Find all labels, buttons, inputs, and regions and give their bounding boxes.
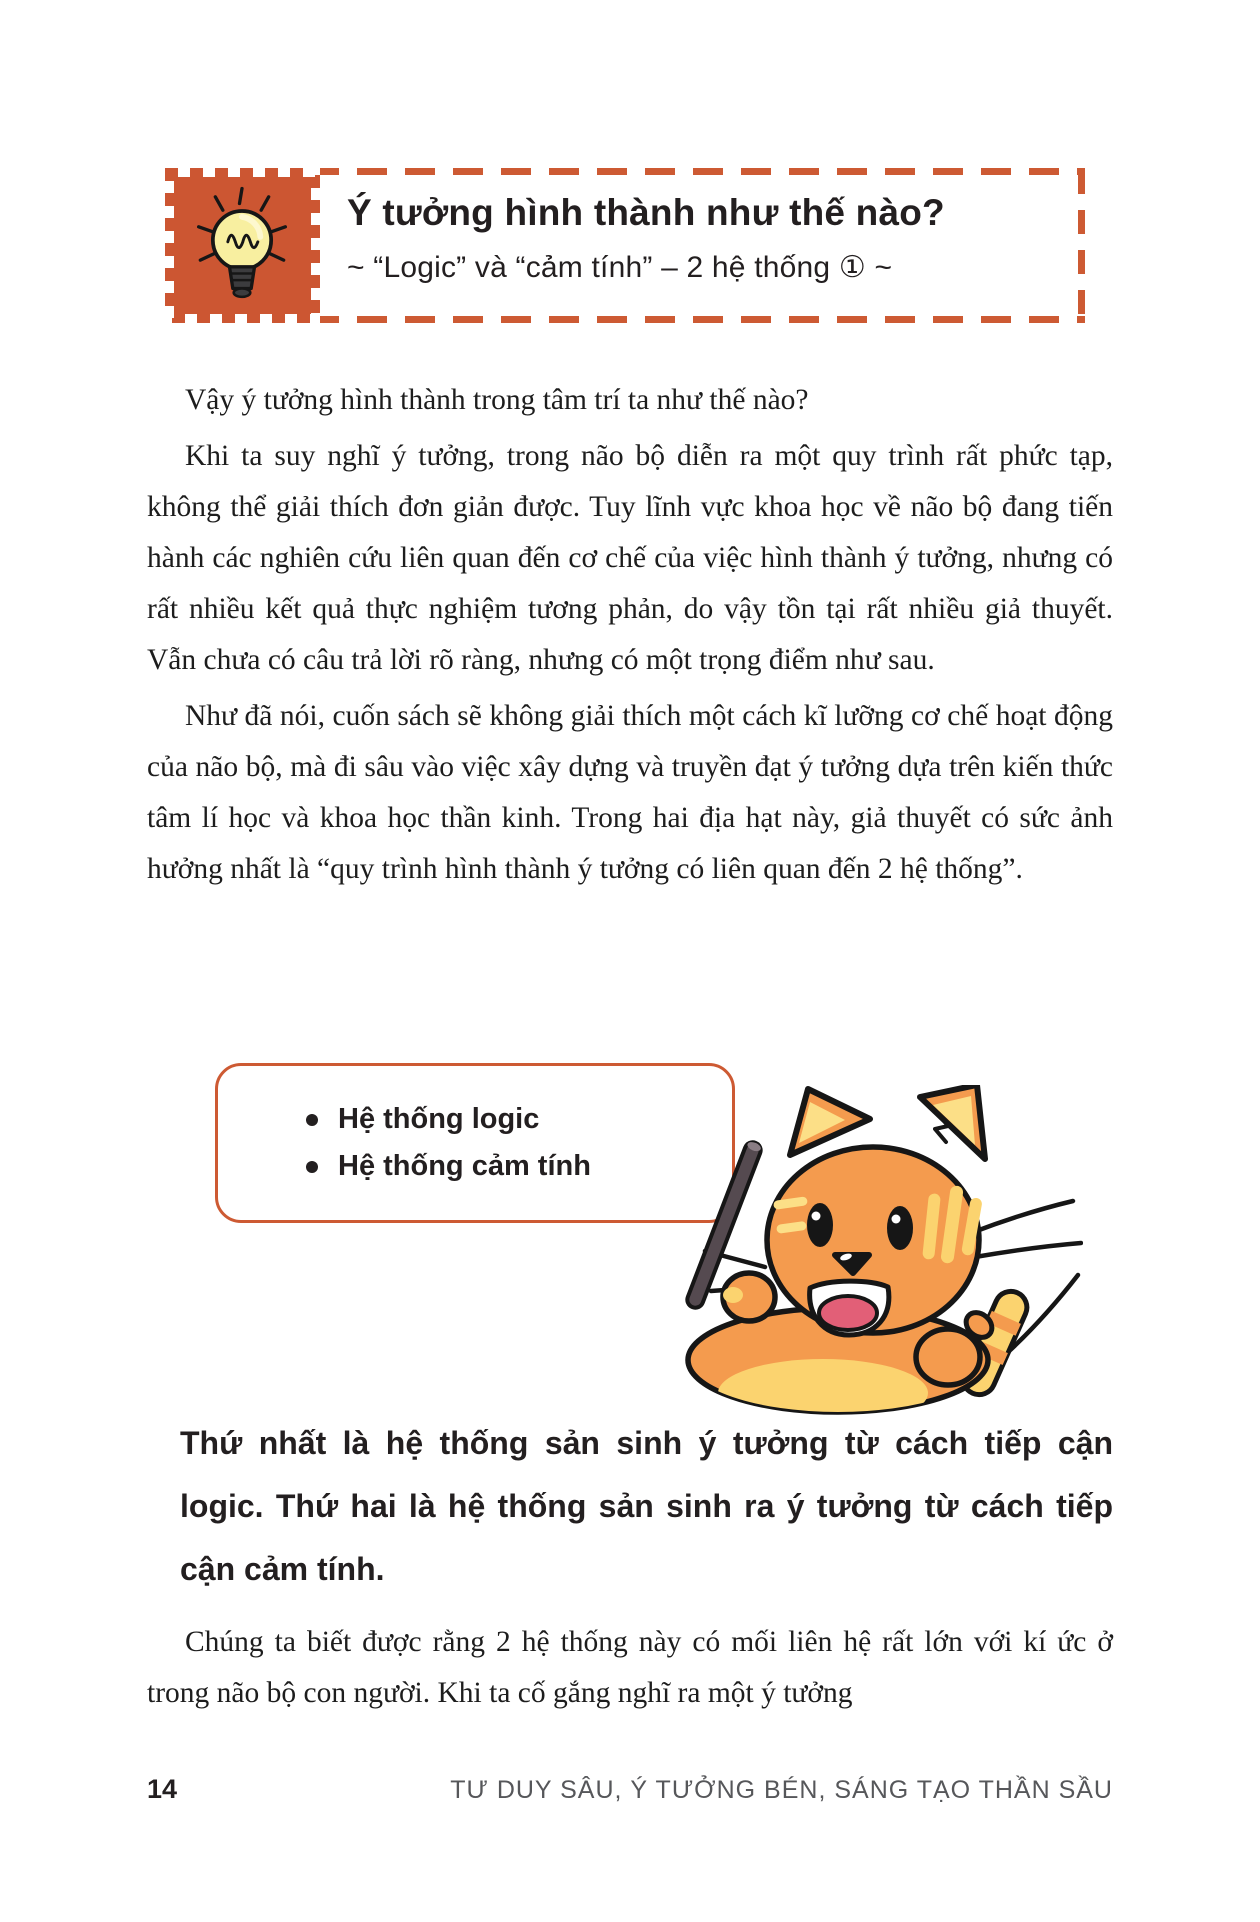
cat-illustration: [583, 1085, 1083, 1415]
stamp-badge: [165, 168, 320, 323]
header-dashed-border-right: [1078, 170, 1085, 321]
page-number: 14: [147, 1774, 178, 1804]
callout-item-label: Hệ thống logic: [338, 1103, 540, 1135]
chapter-title: Ý tưởng hình thành như thế nào?: [347, 192, 945, 233]
bullet-dot: [306, 1114, 318, 1126]
lightbulb-icon: [192, 182, 292, 310]
body-text: [147, 375, 1113, 900]
paragraph: Khi ta suy nghĩ ý tưởng, trong não bộ diễn ra một quy trình rất phức tạp, không thể giải thích đơn giản được. Tuy lĩnh vực khoa học về não bộ đang tiến hành các nghiên cứu liên quan đến cơ chế của việc hình thành ý tưởng, nhưng có rất nhiều kết quả thực nghiệm tương phản, do vậy tồn tại rất nhiều giả thuyết. Vẫn chưa có câu trả lời rõ ràng, nhưng có một trọng điểm như sau.: [147, 440, 1113, 676]
callout-item-label: Hệ thống cảm tính: [338, 1150, 591, 1182]
chapter-subtitle: ~ “Logic” và “cảm tính” – 2 hệ thống ① ~: [347, 251, 893, 284]
chapter-header: [165, 168, 1085, 323]
emphasis-paragraph: Thứ nhất là hệ thống sản sinh ý tưởng từ cách tiếp cận logic. Thứ hai là hệ thống sản sinh ra ý tưởng từ cách tiếp cận cảm tính.: [180, 1425, 1113, 1587]
page-footer: [147, 1774, 1113, 1805]
running-book-title: TƯ DUY SÂU, Ý TƯỞNG BÉN, SÁNG TẠO THẦN SẦU: [450, 1776, 1113, 1804]
paragraph: Như đã nói, cuốn sách sẽ không giải thích một cách kĩ lưỡng cơ chế hoạt động của não bộ, mà đi sâu vào việc xây dựng và truyền đạt ý tưởng dựa trên kiến thức tâm lí học và khoa học thần kinh. Trong hai địa hạt này, giả thuyết có sức ảnh hưởng nhất là “quy trình hình thành ý tưởng có liên quan đến 2 hệ thống”.: [147, 700, 1113, 885]
paragraph: Vậy ý tưởng hình thành trong tâm trí ta như thế nào?: [185, 384, 809, 416]
paragraph: Chúng ta biết được rằng 2 hệ thống này có mối liên hệ rất lớn với kí ức ở trong não bộ con người. Khi ta cố gắng nghĩ ra một ý tưởng: [147, 1626, 1113, 1709]
bullet-dot: [306, 1161, 318, 1173]
